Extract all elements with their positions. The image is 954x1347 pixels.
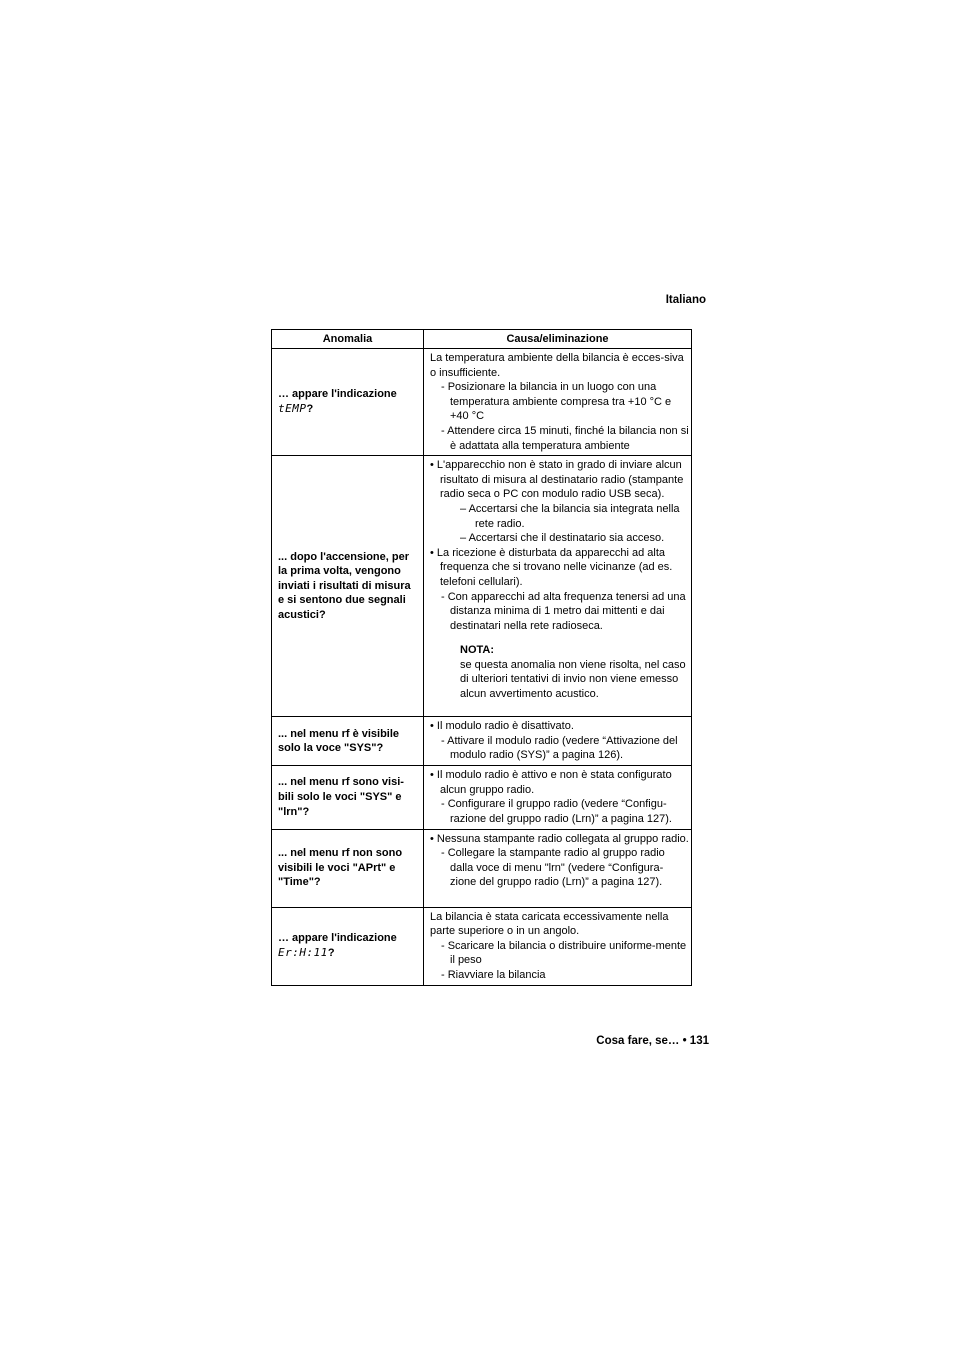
cause-cell (424, 456, 692, 717)
remedy-item: - Configurare il gruppo radio (vedere “Configu-razione del gruppo radio (Lrn)” a pagina 127). (441, 798, 672, 825)
remedy-item: - Attendere circa 15 minuti, finché la bilancia non si è adattata alla temperatura ambiente (441, 424, 689, 452)
anomaly-text: ... dopo l'accensione, per la prima volta, vengono inviati i risultati di misura e si sentono due segnali acustici? (278, 550, 411, 622)
page-footer: Cosa fare, se… • 131 (596, 1035, 709, 1047)
anomaly-text: … appare l'indicazione (278, 932, 397, 945)
remedy-item: - Posizionare la bilancia in un luogo con una temperatura ambiente compresa tra +10 °C e +40 °C (441, 381, 672, 423)
cause-bullet: • La ricezione è disturbata da apparecchi ad alta frequenza che si trovano nelle vicinanze (ad es. telefoni cellulari). (430, 546, 673, 588)
question-mark: ? (306, 403, 314, 416)
question-mark: ? (327, 947, 335, 960)
troubleshooting-table (271, 329, 692, 986)
anomaly-cell (272, 456, 424, 717)
note-text: se questa anomalia non viene risolta, nel caso di ulteriori tentativi di invio non viene emesso alcun avvertimento acustico. (460, 658, 686, 701)
cause-bullet: • Il modulo radio è disattivato. (430, 720, 574, 733)
cause-bullet: • Il modulo radio è attivo e non è stata configurato alcun gruppo radio. (430, 769, 672, 796)
anomaly-cell (272, 766, 424, 829)
table-row (272, 717, 692, 766)
cause-cell (424, 829, 692, 907)
anomaly-text: ... nel menu rf è visibile solo la voce "SYS"? (278, 727, 400, 755)
column-header-anomalia: Anomalia (272, 330, 424, 349)
remedy-item: - Collegare la stampante radio al gruppo radio dalla voce di menu "lrn" (vedere “Configura-zione del gruppo radio (Lrn)” a pagina 127). (441, 847, 665, 889)
anomaly-cell (272, 829, 424, 907)
display-symbol-temp: tEMP (278, 402, 307, 416)
remedy-subitem: – Accertarsi che la bilancia sia integrata nella rete radio. (460, 502, 680, 530)
anomaly-cell (272, 717, 424, 766)
cause-cell (424, 717, 692, 766)
table-row (272, 907, 692, 985)
remedy-item: - Riavviare la bilancia (441, 968, 546, 981)
table-row (272, 829, 692, 907)
table-header-row (272, 330, 692, 349)
note-box (460, 643, 689, 701)
cause-text: La temperatura ambiente della bilancia è ecces-siva o insufficiente. (430, 352, 684, 379)
cause-bullet: • L'apparecchio non è stato in grado di inviare alcun risultato di misura al destinatario radio (stampante radio seca o PC con modulo radio USB seca). (430, 459, 684, 501)
remedy-subitem: – Accertarsi che il destinatario sia acceso. (460, 532, 665, 545)
table-row (272, 456, 692, 717)
remedy-item: - Scaricare la bilancia o distribuire uniforme-mente il peso (441, 939, 687, 967)
cause-bullet: • Nessuna stampante radio collegata al gruppo radio. (430, 832, 689, 845)
table-row (272, 349, 692, 456)
cause-cell (424, 907, 692, 985)
anomaly-text: … appare l'indicazione (278, 388, 397, 401)
anomaly-text: ... nel menu rf sono visi-bili solo le voci "SYS" e "lrn"? (278, 776, 404, 818)
remedy-item: - Attivare il modulo radio (vedere “Attivazione del modulo radio (SYS)” a pagina 126). (441, 734, 678, 762)
anomaly-cell (272, 907, 424, 985)
anomaly-text: ... nel menu rf non sono visibili le voci "APrt" e "Time"? (278, 847, 403, 889)
anomaly-cell (272, 349, 424, 456)
cause-text: La bilancia è stata caricata eccessivamente nella parte superiore o in un angolo. (430, 910, 669, 938)
remedy-item: - Con apparecchi ad alta frequenza tenersi ad una distanza minima di 1 metro dai mittenti e dai destinatari nella rete radioseca. (441, 590, 686, 632)
note-title: NOTA: (460, 644, 495, 657)
table-row (272, 766, 692, 829)
cause-cell (424, 766, 692, 829)
display-symbol-error: Er:H:11 (278, 946, 328, 960)
cause-cell (424, 349, 692, 456)
column-header-causa: Causa/eliminazione (424, 330, 692, 349)
page-language-header: Italiano (665, 294, 706, 306)
